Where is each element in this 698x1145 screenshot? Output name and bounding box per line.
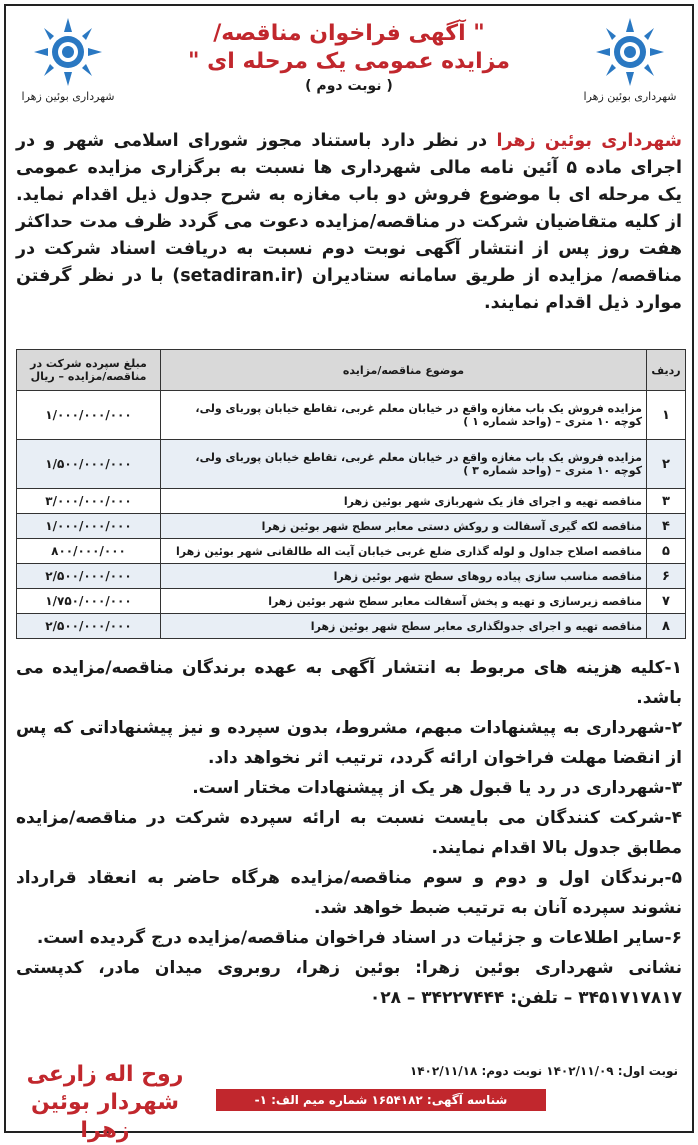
condition-item: ۳-شهرداری در رد یا قبول هر یک از پیشنهادات مختار است.: [192, 778, 682, 798]
sun-logo-icon: [594, 16, 666, 88]
notice-title-line1: " آگهی فراخوان مناقصه/: [213, 21, 485, 46]
logo-caption: شهرداری بوئین زهرا: [21, 90, 115, 103]
table-row: [17, 391, 686, 440]
row-amount: ۱/۰۰۰/۰۰۰/۰۰۰: [17, 514, 161, 539]
row-subject: مناقصه زیرسازی و تهیه و پخش آسفالت معابر سطح شهر بوئین زهرا: [161, 589, 647, 614]
row-subject: مناقصه مناسب سازی پیاده روهای سطح شهر بوئین زهرا: [161, 564, 647, 589]
municipality-logo-right: [582, 16, 678, 103]
table-row: [17, 589, 686, 614]
header: [6, 6, 692, 126]
row-subject: مناقصه تهیه و اجرای جدولگذاری معابر سطح شهر بوئین زهرا: [161, 614, 647, 639]
row-number: ۸: [647, 614, 686, 639]
condition-item: ۴-شرکت کنندگان می بایست نسبت به ارائه سپرده شرکت در مناقصه/مزایده مطابق جدول بالا اقدام نمایند.: [16, 808, 682, 858]
intro-text: در نظر دارد باستناد مجوز شورای اسلامی شهر و در اجرای ماده ۵ آئین نامه مالی شهرداری ها نسبت به برگزاری مزایده عمومی یک مرحله ای با موضوع فروش دو باب مغازه به شرح جدول ذیل اقدام نماید. از کلیه متقاضیان شرکت در مناقصه/مزایده دعوت می گردد ظرف مدت حداکثر هفت روز پس از انتشار آگهی نوبت دوم نسبت به دریافت اسناد شرکت در مناقصه/ مزایده از طریق سامانه ستادیران (setadiran.ir) با در نظر گرفتن موارد ذیل اقدام نمایند.: [16, 131, 683, 313]
row-number: ۳: [647, 489, 686, 514]
notice-round: ( نوبت دوم ): [305, 78, 393, 94]
signature-block: [20, 1061, 190, 1145]
row-amount: ۸۰۰/۰۰۰/۰۰۰: [17, 539, 161, 564]
sun-logo-icon: [32, 16, 104, 88]
signatory-role: شهردار بوئین زهرا: [30, 1090, 180, 1143]
intro-paragraph: [16, 128, 682, 317]
municipality-logo-left: [20, 16, 116, 103]
table-row: [17, 614, 686, 639]
row-amount: ۱/۰۰۰/۰۰۰/۰۰۰: [17, 391, 161, 440]
row-subject: مزایده فروش یک باب مغازه واقع در خیابان معلم غربی، تقاطع خیابان پوربای ولی، کوچه ۱۰ متری – (واحد شماره ۳ ): [161, 440, 647, 489]
col-header-row-number: ردیف: [647, 350, 686, 391]
table-row: [17, 514, 686, 539]
row-amount: ۳/۰۰۰/۰۰۰/۰۰۰: [17, 489, 161, 514]
table-row: [17, 539, 686, 564]
notice-page: [4, 4, 694, 1143]
condition-item: ۲-شهرداری به پیشنهادات مبهم، مشروط، بدون سپرده و نیز پیشنهاداتی که پس از انقضا مهلت فراخوان ارائه گردد، ترتیب اثر نخواهد داد.: [16, 718, 682, 768]
publication-dates: نوبت اول: ۱۴۰۲/۱۱/۰۹ نوبت دوم: ۱۴۰۲/۱۱/۱۸: [409, 1064, 678, 1078]
row-number: ۶: [647, 564, 686, 589]
col-header-subject: موضوع مناقصه/مزایده: [161, 350, 647, 391]
table-header-row: [17, 350, 686, 391]
tender-table: [16, 349, 686, 639]
col-header-amount: مبلغ سپرده شرکت در مناقصه/مزایده – ریال: [17, 350, 161, 391]
table-row: [17, 440, 686, 489]
row-amount: ۲/۵۰۰/۰۰۰/۰۰۰: [17, 564, 161, 589]
row-subject: مناقصه لکه گیری آسفالت و روکش دستی معابر سطح شهر بوئین زهرا: [161, 514, 647, 539]
notice-title-line2: مزایده عمومی یک مرحله ای ": [188, 49, 510, 74]
title-block: [136, 20, 562, 94]
table-row: [17, 564, 686, 589]
row-amount: ۱/۷۵۰/۰۰۰/۰۰۰: [17, 589, 161, 614]
condition-item: ۶-سایر اطلاعات و جزئیات در اسناد فراخوان مناقصه/مزایده درج گردیده است.: [36, 928, 682, 948]
notice-id-bar: شناسه آگهی: ۱۶۵۴۱۸۲ شماره میم الف: ۱-: [216, 1089, 546, 1111]
row-subject: مزایده فروش یک باب مغازه واقع در خیابان معلم غربی، تقاطع خیابان پوربای ولی، کوچه ۱۰ متری – (واحد شماره ۱ ): [161, 391, 647, 440]
signatory-name: روح اله زارعی: [26, 1062, 184, 1087]
condition-item: ۱-کلیه هزینه های مربوط به انتشار آگهی به عهده برندگان مناقصه/مزایده می باشد.: [16, 658, 682, 708]
row-number: ۴: [647, 514, 686, 539]
row-subject: مناقصه تهیه و اجرای فاز یک شهربازی شهر بوئین زهرا: [161, 489, 647, 514]
municipality-name: شهرداری بوئین زهرا: [496, 131, 682, 151]
conditions-list: [16, 653, 682, 1013]
row-amount: ۲/۵۰۰/۰۰۰/۰۰۰: [17, 614, 161, 639]
condition-item: ۵-برندگان اول و دوم و سوم مناقصه/مزایده هرگاه حاضر به انعقاد قرارداد نشوند سپرده آنان به ترتیب ضبط خواهد شد.: [16, 868, 682, 918]
row-number: ۱: [647, 391, 686, 440]
row-amount: ۱/۵۰۰/۰۰۰/۰۰۰: [17, 440, 161, 489]
row-number: ۷: [647, 589, 686, 614]
row-subject: مناقصه اصلاح جداول و لوله گذاری ضلع غربی خیابان آیت اله طالقانی شهر بوئین زهرا: [161, 539, 647, 564]
municipality-address: نشانی شهرداری بوئین زهرا: بوئین زهرا، روبروی میدان مادر، کدپستی ۳۴۵۱۷۱۷۸۱۷ – تلفن: ۳۴۲۲۷۴۴۴ – ۰۲۸: [16, 958, 682, 1008]
logo-caption: شهرداری بوئین زهرا: [583, 90, 677, 103]
row-number: ۲: [647, 440, 686, 489]
table-row: [17, 489, 686, 514]
row-number: ۵: [647, 539, 686, 564]
